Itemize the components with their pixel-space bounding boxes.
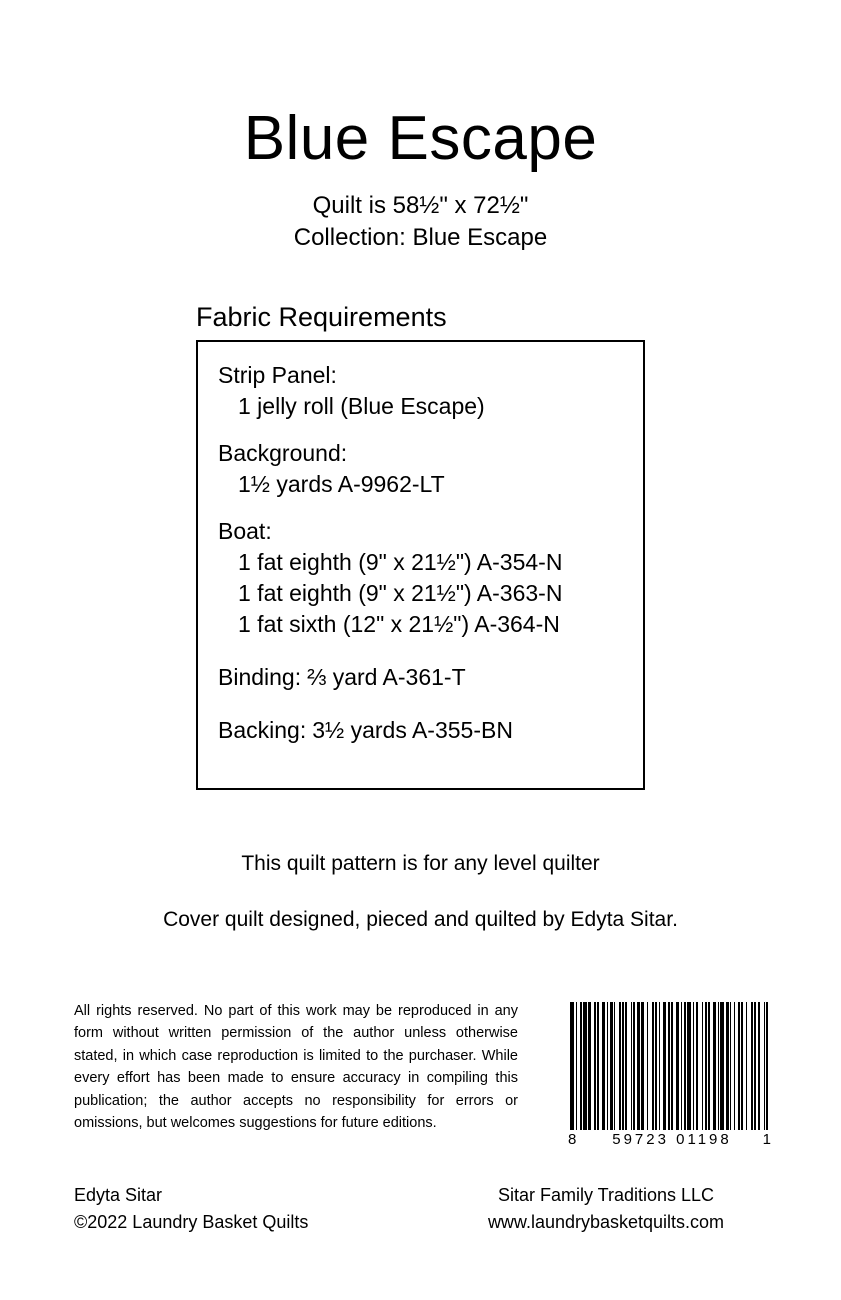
barcode-digits-main: 59723 01198 [612, 1131, 732, 1148]
fabric-group-line: 1 fat eighth (9" x 21½") A-354-N [238, 549, 563, 576]
quilt-size: Quilt is 58½" x 72½" [312, 192, 529, 219]
footer-author: Edyta Sitar [74, 1185, 163, 1205]
footer-right [441, 1182, 771, 1236]
fabric-group-binding [218, 662, 643, 693]
fabric-group-line: 1½ yards A-9962-LT [238, 471, 445, 498]
barcode-bars [570, 1002, 770, 1130]
quilt-collection: Collection: Blue Escape [293, 224, 548, 251]
page-title: Blue Escape [243, 104, 598, 173]
footer-copyright: ©2022 Laundry Basket Quilts [74, 1212, 309, 1232]
footer-website: www.laundrybasketquilts.com [487, 1212, 725, 1232]
barcode-digit-left: 8 [568, 1131, 578, 1148]
fabric-group-boat [218, 516, 643, 640]
fabric-group-strip-panel [218, 360, 643, 422]
fabric-group-backing [218, 715, 643, 746]
fabric-group-background [218, 438, 643, 500]
fabric-group-value: 3½ yards A-355-BN [312, 717, 513, 744]
barcode-digits [570, 1131, 770, 1148]
fabric-group-line: 1 jelly roll (Blue Escape) [238, 393, 485, 420]
fabric-requirements-box [196, 340, 645, 790]
legal-text: All rights reserved. No part of this work may be reproduced in any form without written permission of the author unless otherwise stated, in which case reproduction is limited to the purchaser. While every effort has been made to ensure accuracy in compiling this publication; the author accepts no responsibility for errors or omissions, but welcomes suggestions for future editions. [74, 1003, 518, 1132]
fabric-group-label: Backing: [218, 717, 307, 744]
fabric-group-line: 1 fat sixth (12" x 21½") A-364-N [238, 611, 560, 638]
fabric-group-line: 1 fat eighth (9" x 21½") A-363-N [238, 580, 563, 607]
fabric-group-value: ⅔ yard A-361-T [307, 664, 466, 691]
skill-level-note: This quilt pattern is for any level quilter [241, 852, 600, 875]
barcode [570, 1002, 770, 1148]
fabric-group-label: Boat: [218, 518, 272, 545]
fabric-group-label: Strip Panel: [218, 362, 337, 388]
barcode-digit-right: 1 [762, 1131, 772, 1148]
designer-credit: Cover quilt designed, pieced and quilted by Edyta Sitar. [163, 908, 678, 931]
fabric-requirements-heading: Fabric Requirements [196, 302, 447, 332]
fabric-group-label: Binding: [218, 664, 302, 691]
fabric-group-label: Background: [218, 440, 348, 467]
footer-left [74, 1182, 308, 1236]
footer-company: Sitar Family Traditions LLC [497, 1185, 715, 1205]
